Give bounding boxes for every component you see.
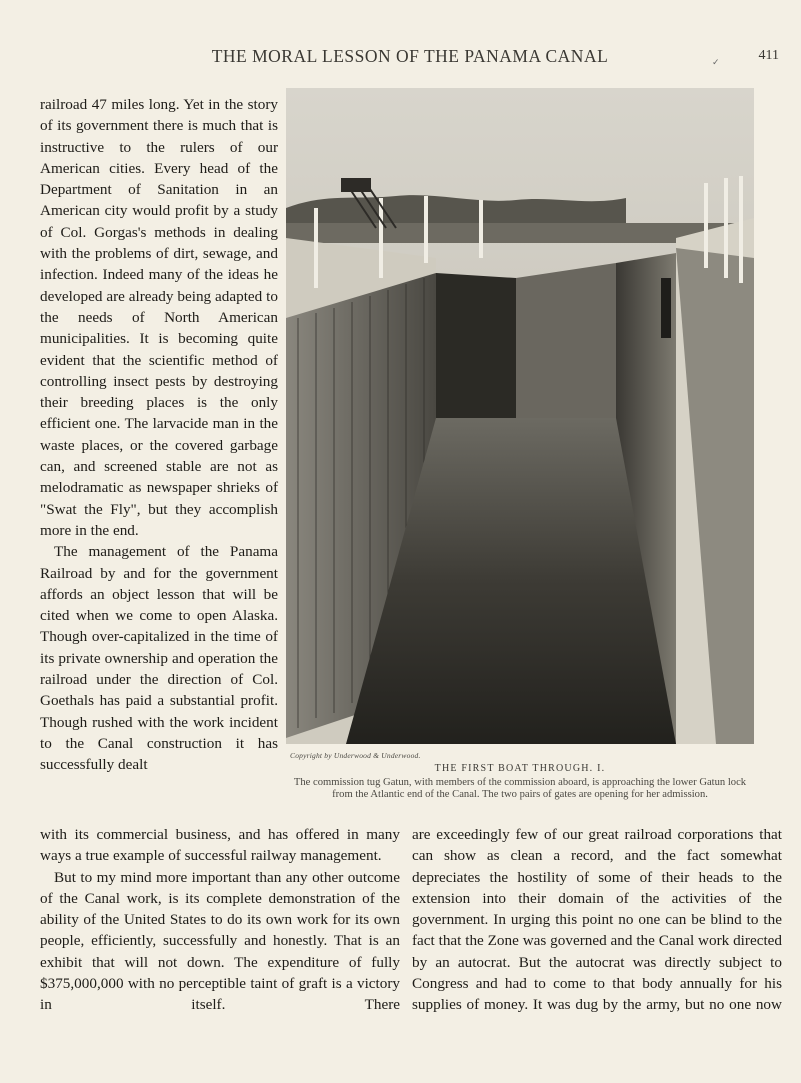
left-column-text [40, 94, 278, 776]
corner-mark: ✓ [712, 58, 720, 68]
bottom-right-column [412, 824, 782, 1016]
running-head: THE MORAL LESSON OF THE PANAMA CANAL [211, 46, 609, 66]
paragraph-sanitation: railroad 47 miles long. Yet in the story of its government there is much that is instructive to the rulers of our American cities. Every head of the Department of Sanitation in an American city would profit by a study of Col. Gorgas's methods in dealing with the problems of dirt, sewage, and infection. Indeed many of the ideas he developed are already being adapted to the needs of North American municipalities. It is becoming quite evident that the scientific method of controlling insect pests by destroying their breeding places is the only efficient one. The larvacide man in the waste places, or the covered garbage can, and screened stable are not as melodramatic as newspaper shrieks of "Swat the Fly", but they accomplish more in the end. [40, 96, 278, 539]
bottom-left-column [40, 824, 400, 1016]
figure-title: THE FIRST BOAT THROUGH. I. [434, 763, 606, 774]
paragraph-railway-continuation: with its commercial business, and has offered in many ways a true example of successful railway management. [40, 826, 400, 865]
figure-caption: The commission tug Gatun, with members of the commission aboard, is approaching the lower Gatun lock from the Atlantic end of the Canal. The two pairs of gates are opening for her admission. [293, 777, 747, 800]
paragraph-corporations: are exceedingly few of our great railroad corporations that can show as clean a record, and the fact somewhat depreciates the hostility of some of their heads to the extension into their domain of the activities of the government. In urging this point no one can be blind to the fact that the Zone was governed and the Canal work directed by an autocrat. But the autocrat was directly subject to Congress and had to come to that body annually for his supplies of money. It was dug by the army, but no one now [412, 826, 782, 1014]
paragraph-railroad: The management of the Panama Railroad by and for the government affords an object lesson that will be cited when we come to open Alaska. Though over-capitalized in the time of its private ownership and operation the railroad under the direction of Col. Goethals has paid a substantial profit. Though rushed with the work incident to the Canal construction it has successfully dealt [40, 543, 278, 774]
canal-lock-photograph [286, 88, 754, 744]
photo-illustration [286, 88, 754, 744]
page-number: 411 [758, 48, 779, 63]
page-header [0, 46, 801, 72]
photo-credit: Copyright by Underwood & Underwood. [290, 751, 421, 760]
paragraph-demonstration: But to my mind more important than any other outcome of the Canal work, is its complete demonstration of the ability of the United States to do its own work for its own people, efficiently, successfully and honestly. That is an exhibit that will not down. The expenditure of fully $375,000,000 with no perceptible taint of graft is a victory in itself. There [40, 868, 400, 1014]
